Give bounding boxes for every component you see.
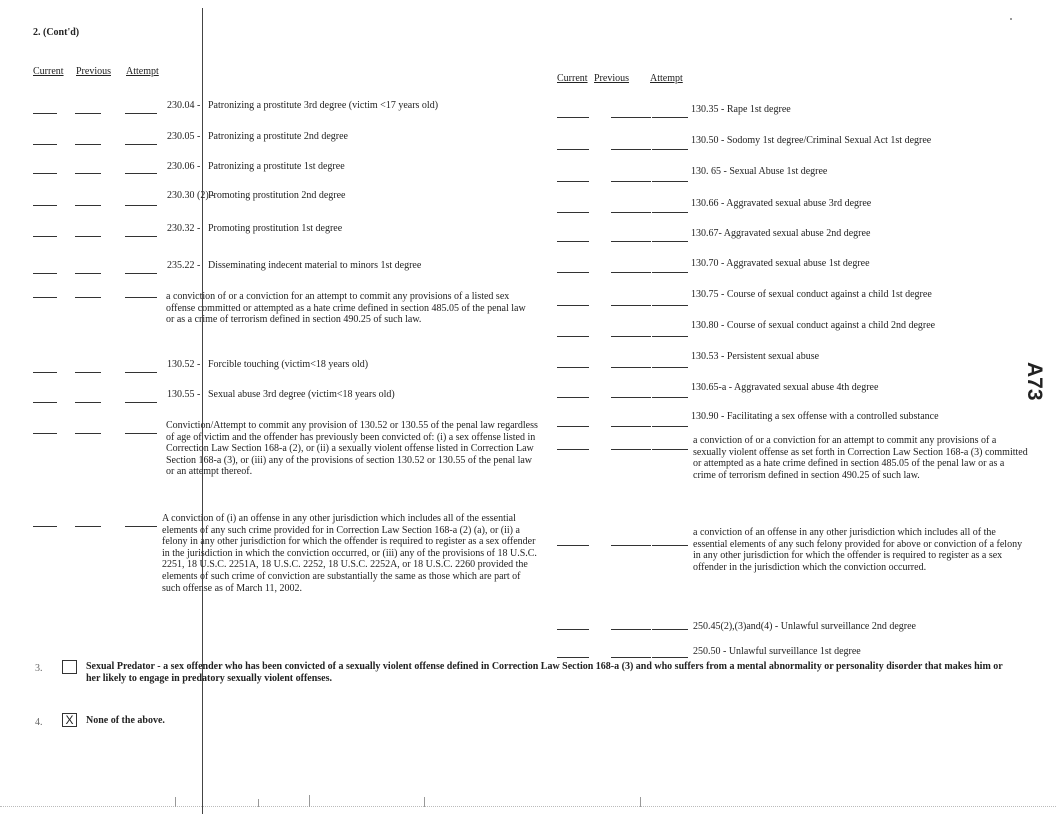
- left-previous-blank[interactable]: [75, 236, 101, 237]
- right-current-blank[interactable]: [557, 336, 589, 337]
- left-previous-blank[interactable]: [75, 372, 101, 373]
- right-attempt-blank[interactable]: [652, 241, 688, 242]
- left-other-jurisdiction-text: A conviction of (i) an offense in any other jurisdiction which includes all of the essential elements of any such crime provided for in Correction Law Section 168-a (2) (a), or (ii) a felony in any other jurisdiction for which the offender is required to register as a sex offender in the jurisdiction in which the conviction occurred, or (iii) any of the provisions of 18 U.S.C. 2251, 18 U.S.C. 2251A, 18 U.S.C. 2252, 18 U.S.C. 2252A, or 18 U.S.C. 2260 provided the elements of such crime of conviction are substantially the same as those which are part of such offense as of March 11, 2002.: [162, 513, 537, 594]
- right-row-text: 130.53 - Persistent sexual abuse: [691, 351, 820, 362]
- right-previous-blank[interactable]: [611, 545, 651, 546]
- left-attempt-blank[interactable]: [125, 273, 157, 274]
- right-header-attempt: Attempt: [650, 73, 683, 84]
- left-row-code: 230.32 -: [167, 223, 201, 234]
- right-hate-crime-text: a conviction of or a conviction for an attempt to commit any provisions of a sexually violent offense as set forth in Correction Law Section 168-a (3) committed or attempted as a hate crime defined in section 485.05 of the penal law or as a crime of terrorism defined in section 490.25 of such law.: [693, 435, 1028, 481]
- sexual-predator-checkbox[interactable]: [62, 660, 77, 674]
- left-previous-blank[interactable]: [75, 113, 101, 114]
- left-row-code: 230.05 -: [167, 131, 201, 142]
- right-row-text: 130.50 - Sodomy 1st degree/Criminal Sexual Act 1st degree: [691, 135, 932, 146]
- left-header-current: Current: [33, 66, 64, 77]
- right-attempt-blank[interactable]: [652, 272, 688, 273]
- right-attempt-blank[interactable]: [652, 657, 688, 658]
- right-surveillance-2nd-text: 250.45(2),(3)and(4) - Unlawful surveillance 2nd degree: [693, 621, 916, 632]
- right-attempt-blank[interactable]: [652, 181, 688, 182]
- left-current-blank[interactable]: [33, 402, 57, 403]
- left-current-blank[interactable]: [33, 205, 57, 206]
- right-current-blank[interactable]: [557, 181, 589, 182]
- right-previous-blank[interactable]: [611, 241, 651, 242]
- scan-mark: [424, 797, 425, 807]
- left-row-text: Forcible touching (victim<18 years old): [208, 359, 369, 370]
- right-row-text: 130.35 - Rape 1st degree: [691, 104, 791, 115]
- scan-mark: [309, 795, 310, 807]
- none-of-the-above-checkbox[interactable]: X: [62, 713, 77, 727]
- right-current-blank[interactable]: [557, 426, 589, 427]
- right-attempt-blank[interactable]: [652, 367, 688, 368]
- scan-mark: [640, 797, 641, 807]
- right-attempt-blank[interactable]: [652, 426, 688, 427]
- right-row-text: 130.75 - Course of sexual conduct against a child 1st degree: [691, 289, 932, 300]
- right-current-blank[interactable]: [557, 449, 589, 450]
- right-row-text: 130. 65 - Sexual Abuse 1st degree: [691, 166, 828, 177]
- right-attempt-blank[interactable]: [652, 397, 688, 398]
- left-previous-blank[interactable]: [75, 205, 101, 206]
- left-attempt-blank[interactable]: [125, 113, 157, 114]
- right-attempt-blank[interactable]: [652, 212, 688, 213]
- right-header-previous: Previous: [594, 73, 629, 84]
- right-current-blank[interactable]: [557, 212, 589, 213]
- left-row-text: Patronizing a prostitute 1st degree: [208, 161, 345, 172]
- scan-speck: [1010, 18, 1012, 20]
- left-previous-blank[interactable]: [75, 173, 101, 174]
- right-previous-blank[interactable]: [611, 449, 651, 450]
- right-previous-blank[interactable]: [611, 629, 651, 630]
- right-attempt-blank[interactable]: [652, 149, 688, 150]
- left-previous-blank[interactable]: [75, 433, 101, 434]
- left-attempt-blank[interactable]: [125, 372, 157, 373]
- right-attempt-blank[interactable]: [652, 629, 688, 630]
- left-header-previous: Previous: [76, 66, 111, 77]
- left-row-code: 230.04 -: [167, 100, 201, 111]
- right-attempt-blank[interactable]: [652, 117, 688, 118]
- left-attempt-blank[interactable]: [125, 433, 157, 434]
- left-hate-crime-text: a conviction of or a conviction for an attempt to commit any provisions of a listed sex offense committed or attempted as a hate crime defined in section 485.05 of the penal law or as a crime of terrorism defined in section 490.25 of such law.: [166, 291, 526, 326]
- left-current-blank[interactable]: [33, 526, 57, 527]
- right-header-current: Current: [557, 73, 588, 84]
- right-previous-blank[interactable]: [611, 117, 651, 118]
- right-surveillance-1st-text: 250.50 - Unlawful surveillance 1st degree: [693, 646, 861, 657]
- left-current-blank[interactable]: [33, 236, 57, 237]
- left-current-blank[interactable]: [33, 113, 57, 114]
- left-header-attempt: Attempt: [126, 66, 159, 77]
- left-row-text: Sexual abuse 3rd degree (victim<18 years old): [208, 389, 395, 400]
- left-row-code: 230.06 -: [167, 161, 201, 172]
- right-row-text: 130.67- Aggravated sexual abuse 2nd degree: [691, 228, 871, 239]
- right-current-blank[interactable]: [557, 657, 589, 658]
- right-attempt-blank[interactable]: [652, 545, 688, 546]
- section-continued-label: 2. (Cont'd): [33, 27, 80, 38]
- left-current-blank[interactable]: [33, 273, 57, 274]
- left-attempt-blank[interactable]: [125, 173, 157, 174]
- scan-edge-line: [0, 806, 1056, 807]
- left-current-blank[interactable]: [33, 173, 57, 174]
- left-attempt-blank[interactable]: [125, 402, 157, 403]
- right-previous-blank[interactable]: [611, 305, 651, 306]
- left-previous-conviction-text: Conviction/Attempt to commit any provision of 130.52 or 130.55 of the penal law regardless of age of victim and the offender has previously been convicted of: (i) a sex offense listed in Correction Law Section 168-a (2), or (ii) a sexually violent offense listed in Correction Law Section 168-a (3), or (iii) any of the provisions of section 130.52 or 130.55 of the penal law or an attempt thereof.: [166, 420, 538, 478]
- right-previous-blank[interactable]: [611, 426, 651, 427]
- right-current-blank[interactable]: [557, 241, 589, 242]
- right-previous-blank[interactable]: [611, 367, 651, 368]
- page-stamp: A73: [1023, 362, 1046, 401]
- section-4-number: 4.: [35, 717, 43, 728]
- right-current-blank[interactable]: [557, 117, 589, 118]
- left-previous-blank[interactable]: [75, 526, 101, 527]
- right-row-text: 130.66 - Aggravated sexual abuse 3rd degree: [691, 198, 872, 209]
- right-row-text: 130.90 - Facilitating a sex offense with a controlled substance: [691, 411, 939, 422]
- left-current-blank[interactable]: [33, 433, 57, 434]
- left-previous-blank[interactable]: [75, 144, 101, 145]
- left-current-blank[interactable]: [33, 297, 57, 298]
- right-previous-blank[interactable]: [611, 272, 651, 273]
- sexual-predator-text: Sexual Predator - a sex offender who has been convicted of a sexually violent offense defined in Correction Law Section 168-a (3) and who suffers from a mental abnormality or personality disorder that makes him or her likely to engage in predatory sexually violent offenses.: [86, 661, 1003, 684]
- left-current-blank[interactable]: [33, 372, 57, 373]
- right-row-text: 130.80 - Course of sexual conduct against a child 2nd degree: [691, 320, 936, 331]
- right-other-jurisdiction-text: a conviction of an offense in any other jurisdiction which includes all of the essential elements of any such felony provided for above or conviction of a felony in any other jurisdiction for which the offender is required to register as a sex offender in the jurisdiction which the conviction occurred.: [693, 527, 1023, 573]
- left-attempt-blank[interactable]: [125, 297, 157, 298]
- left-row-text: Promoting prostitution 2nd degree: [208, 190, 346, 201]
- right-current-blank[interactable]: [557, 397, 589, 398]
- right-previous-blank[interactable]: [611, 397, 651, 398]
- left-previous-blank[interactable]: [75, 297, 101, 298]
- left-current-blank[interactable]: [33, 144, 57, 145]
- left-attempt-blank[interactable]: [125, 205, 157, 206]
- right-current-blank[interactable]: [557, 629, 589, 630]
- right-current-blank[interactable]: [557, 305, 589, 306]
- right-previous-blank[interactable]: [611, 181, 651, 182]
- left-row-code: 235.22 -: [167, 260, 201, 271]
- left-row-text: Disseminating indecent material to minors 1st degree: [208, 260, 422, 271]
- right-previous-blank[interactable]: [611, 149, 651, 150]
- left-row-code: 230.30 (2) -: [167, 190, 215, 201]
- none-of-the-above-text: None of the above.: [86, 715, 165, 726]
- scan-mark: [258, 799, 259, 807]
- column-divider: [202, 8, 203, 814]
- left-row-code: 130.52 -: [167, 359, 201, 370]
- section-3-number: 3.: [35, 663, 43, 674]
- scan-mark: [175, 797, 176, 807]
- left-row-text: Patronizing a prostitute 2nd degree: [208, 131, 348, 142]
- right-row-text: 130.65-a - Aggravated sexual abuse 4th degree: [691, 382, 879, 393]
- left-attempt-blank[interactable]: [125, 236, 157, 237]
- right-current-blank[interactable]: [557, 272, 589, 273]
- right-attempt-blank[interactable]: [652, 449, 688, 450]
- right-previous-blank[interactable]: [611, 657, 651, 658]
- left-row-text: Patronizing a prostitute 3rd degree (victim <17 years old): [208, 100, 439, 111]
- right-attempt-blank[interactable]: [652, 305, 688, 306]
- left-attempt-blank[interactable]: [125, 144, 157, 145]
- left-previous-blank[interactable]: [75, 402, 101, 403]
- right-previous-blank[interactable]: [611, 336, 651, 337]
- left-row-code: 130.55 -: [167, 389, 201, 400]
- right-row-text: 130.70 - Aggravated sexual abuse 1st degree: [691, 258, 870, 269]
- left-attempt-blank[interactable]: [125, 526, 157, 527]
- right-current-blank[interactable]: [557, 149, 589, 150]
- left-previous-blank[interactable]: [75, 273, 101, 274]
- left-row-text: Promoting prostitution 1st degree: [208, 223, 343, 234]
- right-previous-blank[interactable]: [611, 212, 651, 213]
- right-attempt-blank[interactable]: [652, 336, 688, 337]
- right-current-blank[interactable]: [557, 367, 589, 368]
- right-current-blank[interactable]: [557, 545, 589, 546]
